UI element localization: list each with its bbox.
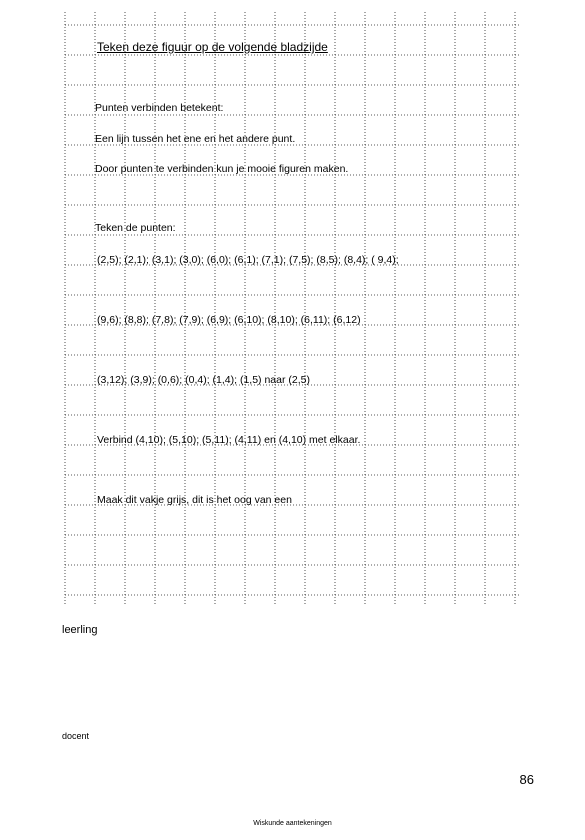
eye-instruction: Maak dit vakje grijs, dit is het oog van een <box>97 494 292 506</box>
docent-label: docent <box>62 731 90 741</box>
points-line-3: (3,12); (3,9); (0,6); (0,4); (1,4); (1,5) naar (2,5) <box>97 374 310 386</box>
leerling-label: leerling <box>62 624 98 636</box>
text-line-3: Door punten te verbinden kun je mooie figuren maken. <box>95 163 349 175</box>
text-line-2: Een lijn tussen het ene en het andere punt. <box>95 133 296 145</box>
page-number: 86 <box>519 772 534 787</box>
connect-instruction: Verbind (4,10); (5,10); (5,11); (4,11) en (4,10) met elkaar. <box>97 434 361 446</box>
page-footer: Wiskunde aantekeningen <box>253 820 332 827</box>
points-line-1: (2,5); (2,1); (3,1); (3,0); (6,0); (6,1); (7,1); (7,5); (8,5); (8,4); ( 9,4); <box>97 254 399 266</box>
points-line-2: (9,6); (8,8); (7,8); (7,9); (6,9); (6,10); (8,10); (6,11); (6,12) <box>97 314 361 326</box>
text-line-1: Punten verbinden betekent: <box>95 102 224 114</box>
text-line-4: Teken de punten: <box>95 222 176 234</box>
worksheet-title: Teken deze figuur op de volgende bladzijde <box>97 40 328 54</box>
